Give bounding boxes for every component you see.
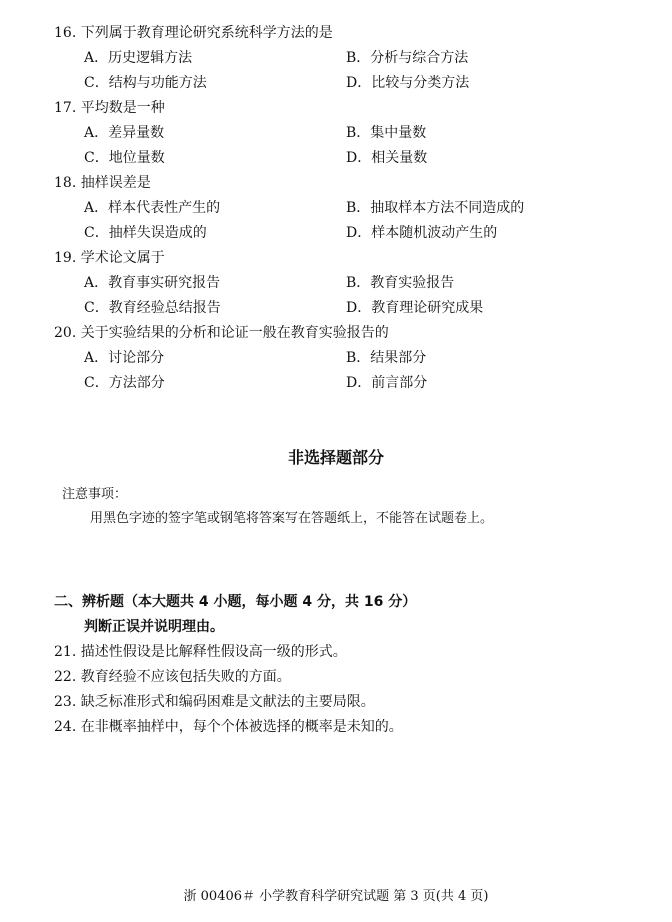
question-24: 24. 在非概率抽样中，每个个体被选择的概率是未知的。 [54,719,403,735]
question-16-option-c: C．结构与功能方法 [84,75,207,91]
question-17-option-c: C．地位量数 [84,150,165,166]
question-23: 23. 缺乏标准形式和编码困难是文献法的主要局限。 [54,694,375,710]
question-20-option-c: C．方法部分 [84,375,165,391]
question-16-option-d: D．比较与分类方法 [346,75,470,91]
notice-text: 用黑色字迹的签字笔或钢笔将答案写在答题纸上，不能答在试题卷上。 [90,511,494,526]
question-21: 21. 描述性假设是比解释性假设高一级的形式。 [54,644,347,660]
question-19-option-b: B．教育实验报告 [346,275,455,291]
question-22: 22. 教育经验不应该包括失败的方面。 [54,669,291,685]
question-20-option-d: D．前言部分 [346,375,428,391]
part-two-heading: 二、辨析题（本大题共 4 小题，每小题 4 分，共 16 分） [54,594,417,610]
question-17-option-d: D．相关量数 [346,150,428,166]
question-18-option-d: D．样本随机波动产生的 [346,225,498,241]
page-footer: 浙 00406＃ 小学教育科学研究试题 第 3 页(共 4 页) [183,889,489,904]
question-19-option-a: A．教育事实研究报告 [84,275,221,291]
question-19-option-d: D．教育理论研究成果 [346,300,484,316]
question-16-option-a: A．历史逻辑方法 [84,50,193,66]
question-16-option-b: B．分析与综合方法 [346,50,469,66]
question-20-option-a: A．讨论部分 [84,350,165,366]
question-18-option-c: C．抽样失误造成的 [84,225,207,241]
question-19-option-c: C．教育经验总结报告 [84,300,221,316]
question-17-option-a: A．差异量数 [84,125,165,141]
question-18-stem: 18. 抽样误差是 [54,175,151,191]
question-17-option-b: B．集中量数 [346,125,427,141]
question-18-option-b: B．抽取样本方法不同造成的 [346,200,525,216]
question-17-stem: 17. 平均数是一种 [54,100,165,116]
question-20-option-b: B．结果部分 [346,350,427,366]
notice-label: 注意事项： [62,487,128,502]
part-two-instruction: 判断正误并说明理由。 [84,619,224,635]
question-20-stem: 20. 关于实验结果的分析和论证一般在教育实验报告的 [54,325,389,341]
question-18-option-a: A．样本代表性产生的 [84,200,221,216]
question-16-stem: 16. 下列属于教育理论研究系统科学方法的是 [54,25,333,41]
section-title: 非选择题部分 [287,448,384,467]
question-19-stem: 19. 学术论文属于 [54,250,165,266]
